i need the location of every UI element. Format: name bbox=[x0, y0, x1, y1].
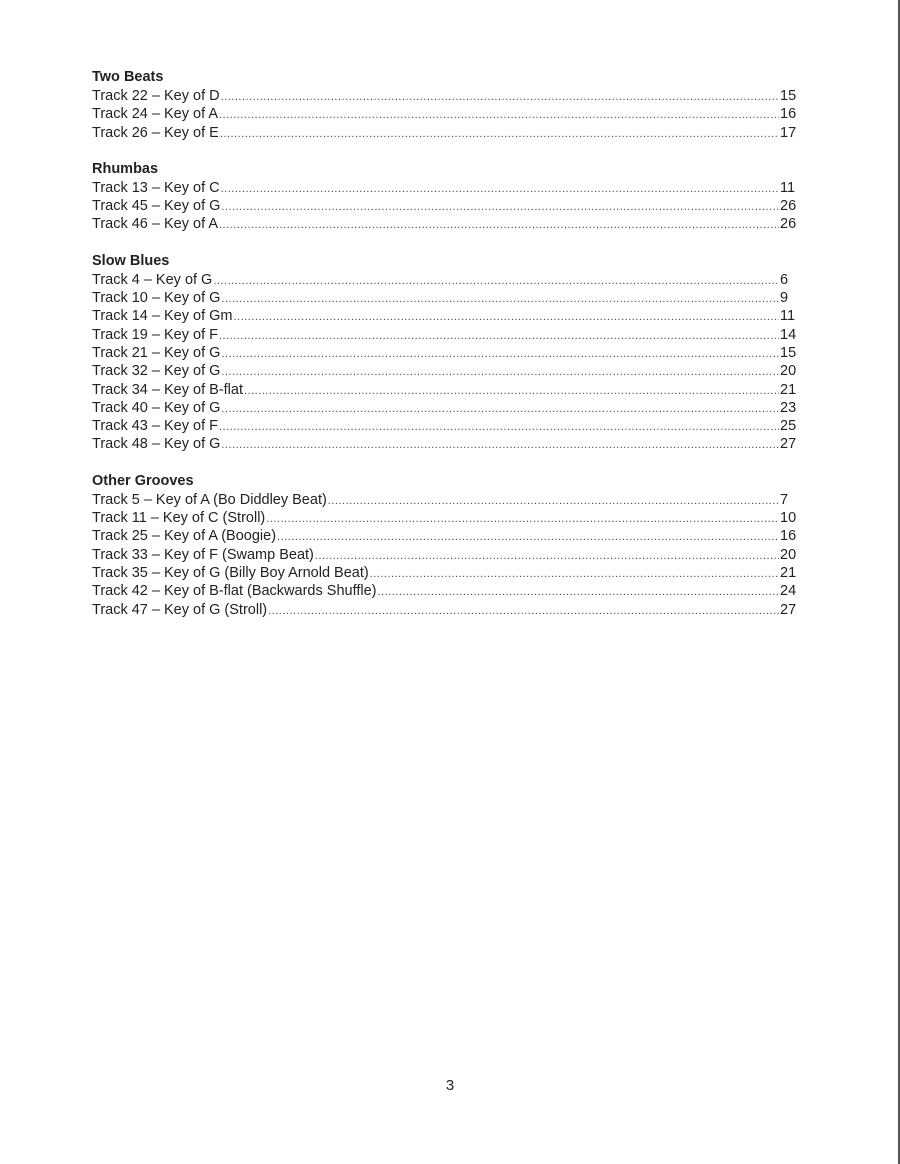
dot-leader bbox=[219, 216, 779, 234]
entry-label: Track 43 – Key of F bbox=[92, 418, 218, 435]
section-title: Slow Blues bbox=[92, 252, 170, 269]
footer-page-number: 3 bbox=[445, 1077, 455, 1094]
entry-label: Track 10 – Key of G bbox=[92, 290, 221, 307]
entry-label: Track 22 – Key of D bbox=[92, 88, 220, 104]
entry-label: Track 13 – Key of C bbox=[92, 179, 220, 196]
entry-page-number: 10 bbox=[780, 510, 797, 527]
entry-label: Track 5 – Key of A (Bo Diddley Beat) bbox=[92, 491, 327, 508]
toc-entry[interactable] bbox=[92, 582, 802, 600]
toc-entry[interactable] bbox=[92, 215, 802, 233]
dot-leader bbox=[370, 565, 779, 583]
entry-label: Track 33 – Key of F (Swamp Beat) bbox=[92, 546, 314, 563]
section-title: Other Grooves bbox=[92, 472, 194, 489]
entry-page-number: 23 bbox=[780, 399, 797, 416]
entry-label: Track 40 – Key of G bbox=[92, 399, 221, 416]
entry-page-number: 9 bbox=[780, 290, 789, 307]
entry-label: Track 19 – Key of F bbox=[92, 326, 218, 343]
dot-leader bbox=[221, 363, 779, 381]
table-of-contents bbox=[92, 68, 802, 637]
entry-page-number: 21 bbox=[780, 564, 797, 581]
entry-page-number: 17 bbox=[780, 124, 797, 141]
toc-entry[interactable] bbox=[92, 271, 802, 289]
dot-leader bbox=[221, 180, 779, 198]
toc-entry[interactable] bbox=[92, 527, 802, 545]
dot-leader bbox=[213, 272, 779, 290]
entry-page-number: 21 bbox=[780, 381, 797, 398]
entry-label: Track 14 – Key of Gm bbox=[92, 308, 233, 325]
entry-page-number: 20 bbox=[780, 363, 797, 380]
entry-page-number: 26 bbox=[780, 216, 797, 233]
toc-entry[interactable] bbox=[92, 124, 802, 142]
section-rhumbas bbox=[92, 160, 802, 234]
toc-entry[interactable] bbox=[92, 197, 802, 215]
entry-page-number: 27 bbox=[780, 601, 797, 618]
toc-entry[interactable] bbox=[92, 509, 802, 527]
toc-entry[interactable] bbox=[92, 601, 802, 619]
dot-leader bbox=[221, 345, 779, 363]
dot-leader bbox=[220, 125, 779, 143]
section-title: Rhumbas bbox=[92, 160, 159, 177]
dot-leader bbox=[221, 400, 779, 418]
section-slow-blues bbox=[92, 252, 802, 454]
toc-entry[interactable] bbox=[92, 564, 802, 582]
toc-entry[interactable] bbox=[92, 491, 802, 509]
entry-page-number: 15 bbox=[780, 88, 797, 104]
toc-entry[interactable] bbox=[92, 87, 802, 105]
entry-page-number: 26 bbox=[780, 198, 797, 215]
entry-label: Track 42 – Key of B-flat (Backwards Shuffle) bbox=[92, 583, 377, 600]
dot-leader bbox=[328, 492, 779, 510]
toc-entry[interactable] bbox=[92, 344, 802, 362]
toc-entry[interactable] bbox=[92, 546, 802, 564]
entry-label: Track 24 – Key of A bbox=[92, 106, 218, 123]
entry-label: Track 35 – Key of G (Billy Boy Arnold Beat) bbox=[92, 564, 369, 581]
entry-page-number: 11 bbox=[780, 308, 796, 325]
toc-entry[interactable] bbox=[92, 399, 802, 417]
toc-entry[interactable] bbox=[92, 307, 802, 325]
entry-page-number: 16 bbox=[780, 528, 797, 545]
dot-leader bbox=[221, 88, 779, 106]
entry-label: Track 26 – Key of E bbox=[92, 124, 219, 141]
toc-entry[interactable] bbox=[92, 289, 802, 307]
toc-entry[interactable] bbox=[92, 381, 802, 399]
dot-leader bbox=[315, 547, 779, 565]
entry-label: Track 48 – Key of G bbox=[92, 436, 221, 453]
dot-leader bbox=[219, 418, 779, 436]
entry-label: Track 45 – Key of G bbox=[92, 198, 221, 215]
entry-page-number: 15 bbox=[780, 344, 797, 361]
dot-leader bbox=[219, 106, 779, 124]
entry-label: Track 32 – Key of G bbox=[92, 363, 221, 380]
toc-entry[interactable] bbox=[92, 179, 802, 197]
entry-page-number: 14 bbox=[780, 326, 797, 343]
dot-leader bbox=[377, 583, 779, 601]
section-other-grooves bbox=[92, 472, 802, 619]
entry-page-number: 11 bbox=[780, 179, 796, 196]
dot-leader bbox=[233, 308, 779, 326]
entry-page-number: 25 bbox=[780, 418, 797, 435]
entry-page-number: 27 bbox=[780, 436, 797, 453]
dot-leader bbox=[221, 436, 779, 454]
dot-leader bbox=[219, 327, 779, 345]
dot-leader bbox=[221, 290, 779, 308]
dot-leader bbox=[277, 528, 779, 546]
entry-page-number: 20 bbox=[780, 546, 797, 563]
toc-entry[interactable] bbox=[92, 362, 802, 380]
entry-label: Track 11 – Key of C (Stroll) bbox=[92, 510, 266, 527]
section-two-beats bbox=[92, 68, 802, 142]
section-title: Two Beats bbox=[92, 69, 164, 85]
entry-label: Track 34 – Key of B-flat bbox=[92, 381, 243, 398]
entry-page-number: 16 bbox=[780, 106, 797, 123]
dot-leader bbox=[244, 382, 779, 400]
dot-leader bbox=[221, 198, 779, 216]
toc-entry[interactable] bbox=[92, 417, 802, 435]
toc-entry[interactable] bbox=[92, 326, 802, 344]
toc-entry[interactable] bbox=[92, 435, 802, 453]
dot-leader bbox=[268, 602, 779, 620]
dot-leader bbox=[266, 510, 779, 528]
entry-page-number: 7 bbox=[780, 491, 789, 508]
entry-label: Track 21 – Key of G bbox=[92, 344, 221, 361]
entry-label: Track 46 – Key of A bbox=[92, 216, 218, 233]
entry-label: Track 4 – Key of G bbox=[92, 271, 213, 288]
toc-entry[interactable] bbox=[92, 105, 802, 123]
entry-label: Track 25 – Key of A (Boogie) bbox=[92, 528, 277, 545]
entry-label: Track 47 – Key of G (Stroll) bbox=[92, 601, 268, 618]
entry-page-number: 24 bbox=[780, 583, 797, 600]
entry-page-number: 6 bbox=[780, 271, 789, 288]
